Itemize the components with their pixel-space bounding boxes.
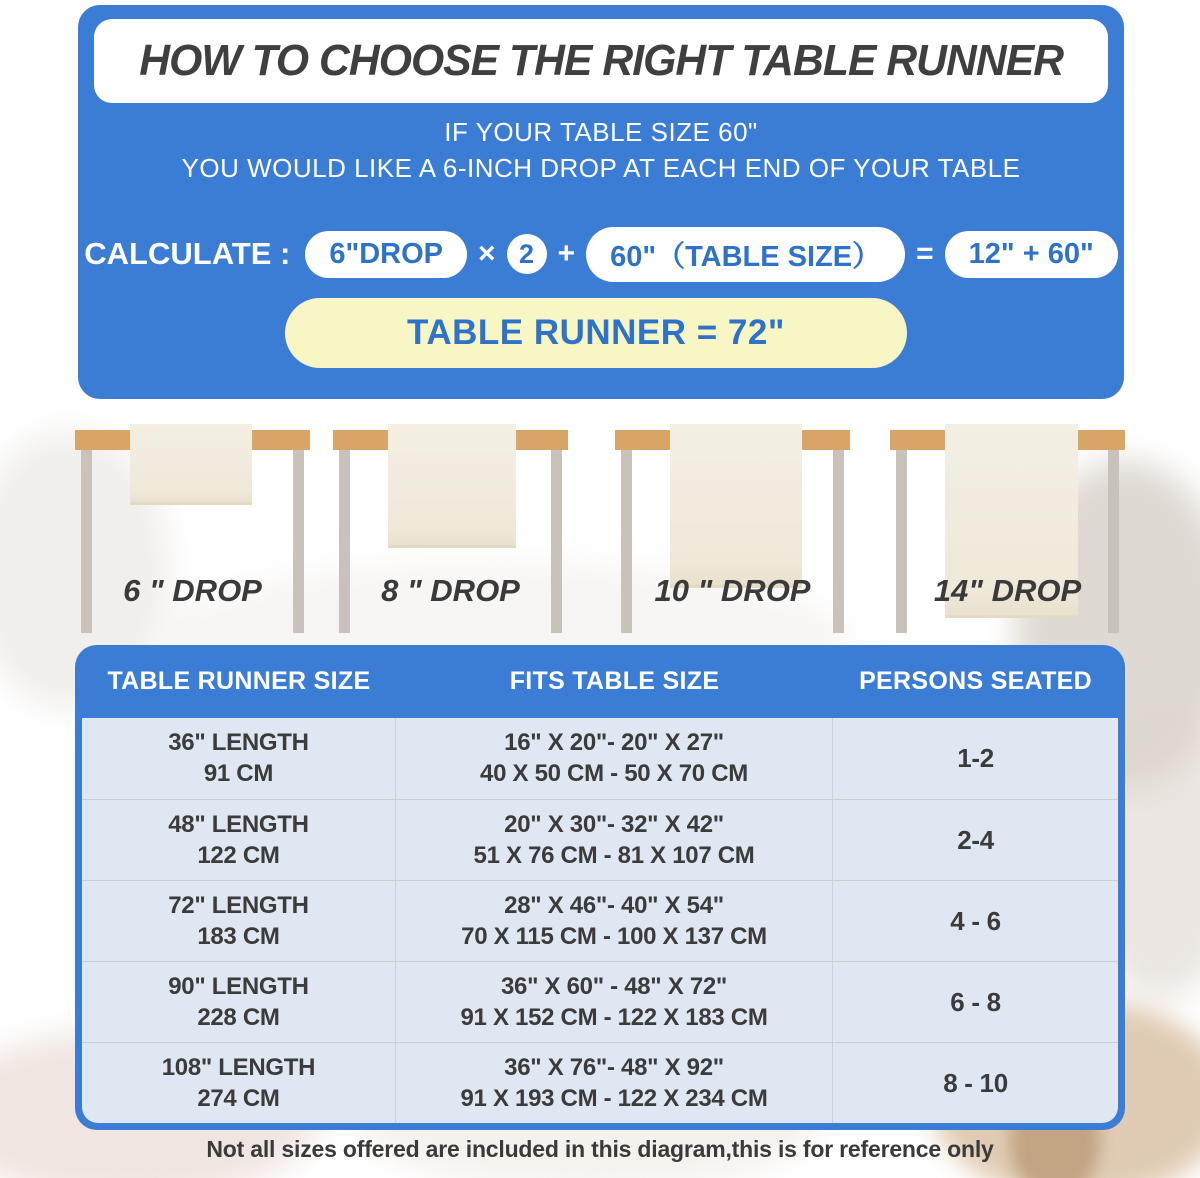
persons-value: 6 - 8 [950, 986, 1001, 1017]
fits-size-cm: 91 X 193 CM - 122 X 234 CM [460, 1084, 768, 1112]
drop-pill: 6"DROP [305, 231, 467, 278]
runner-size-inches: 90" LENGTH [168, 972, 309, 1000]
runner-size-inches: 48" LENGTH [168, 810, 309, 838]
fits-size-cm: 91 X 152 CM - 122 X 183 CM [460, 1003, 768, 1031]
main-title: HOW TO CHOOSE THE RIGHT TABLE RUNNER [139, 36, 1063, 85]
drop-label: 14" DROP [933, 573, 1082, 608]
fits-size-inches: 20" X 30"- 32" X 42" [504, 810, 724, 838]
runner-size-cm: 274 CM [197, 1084, 280, 1112]
runner-size-cell [82, 1043, 396, 1123]
fits-size-inches: 28" X 46"- 40" X 54" [504, 891, 724, 919]
header-runner-size: TABLE RUNNER SIZE [107, 667, 371, 695]
result-banner [285, 298, 907, 368]
drop-example-14in [890, 430, 1125, 635]
subtitle-line-1: IF YOUR TABLE SIZE 60" [444, 117, 758, 147]
persons-value: 2-4 [957, 824, 994, 855]
drop-example-6in [75, 430, 310, 635]
size-chart-panel [75, 645, 1125, 1130]
table-size-pill: 60"（TABLE SIZE） [586, 227, 905, 282]
drop-example-10in [615, 430, 850, 635]
table-row [82, 1042, 1118, 1123]
persons-cell [833, 1043, 1118, 1123]
table-row [82, 799, 1118, 880]
runner-size-inches: 36" LENGTH [168, 729, 309, 756]
table-runner-swatch [130, 424, 252, 505]
runner-size-cell [82, 962, 396, 1042]
table-row [82, 718, 1118, 799]
drop-label: 6 " DROP [123, 573, 262, 608]
table-runner-swatch [670, 424, 802, 588]
persons-cell [833, 800, 1118, 880]
persons-cell [833, 881, 1118, 961]
fits-size-cm: 40 X 50 CM - 50 X 70 CM [480, 760, 748, 787]
formula-row [78, 227, 1124, 281]
fits-size-cell [396, 718, 833, 799]
table-row [82, 961, 1118, 1042]
calculate-label: CALCULATE : [84, 236, 291, 271]
size-chart-header [82, 645, 1118, 718]
fits-size-cm: 51 X 76 CM - 81 X 107 CM [473, 841, 755, 869]
subtitle-line-2: YOU WOULD LIKE A 6-INCH DROP AT EACH END OF YOUR TABLE [181, 153, 1021, 183]
persons-value: 4 - 6 [950, 905, 1001, 936]
fits-size-cell [396, 800, 833, 880]
multiply-sign: × [478, 237, 496, 270]
fits-size-inches: 36" X 76"- 48" X 92" [504, 1053, 724, 1081]
persons-cell [833, 962, 1118, 1042]
drop-label: 10 " DROP [654, 573, 811, 608]
title-box [94, 19, 1108, 103]
equals-sign: = [916, 237, 934, 270]
multiplier-badge: 2 [507, 234, 547, 274]
runner-size-cm: 228 CM [197, 1003, 280, 1031]
runner-size-cm: 183 CM [197, 922, 280, 950]
table-row [82, 880, 1118, 961]
runner-size-cm: 122 CM [197, 841, 280, 869]
sum-pill: 12" + 60" [945, 231, 1118, 278]
fits-size-cm: 70 X 115 CM - 100 X 137 CM [461, 922, 767, 950]
instructions-panel [78, 5, 1124, 399]
result-banner-text: TABLE RUNNER = 72" [407, 313, 785, 352]
drop-label: 8 " DROP [381, 573, 520, 608]
runner-size-cell [82, 881, 396, 961]
footer-note: Not all sizes offered are included in this diagram,this is for reference only [206, 1136, 994, 1162]
drop-example-8in [333, 430, 568, 635]
runner-size-cell [82, 718, 396, 799]
header-persons: PERSONS SEATED [859, 667, 1093, 695]
table-runner-swatch [388, 424, 516, 548]
size-chart-body [82, 718, 1118, 1123]
persons-cell [833, 718, 1118, 799]
runner-size-inches: 108" LENGTH [161, 1053, 316, 1081]
persons-value: 1-2 [957, 743, 994, 773]
fits-size-cell [396, 881, 833, 961]
fits-size-cell [396, 1043, 833, 1123]
runner-size-inches: 72" LENGTH [168, 891, 309, 919]
fits-size-inches: 16" X 20"- 20" X 27" [504, 729, 724, 756]
plus-sign: + [557, 237, 576, 270]
header-fits-size: FITS TABLE SIZE [509, 667, 720, 695]
runner-size-cell [82, 800, 396, 880]
runner-size-cm: 91 CM [203, 760, 274, 787]
persons-value: 8 - 10 [943, 1067, 1008, 1098]
fits-size-cell [396, 962, 833, 1042]
fits-size-inches: 36" X 60" - 48" X 72" [500, 972, 727, 1000]
